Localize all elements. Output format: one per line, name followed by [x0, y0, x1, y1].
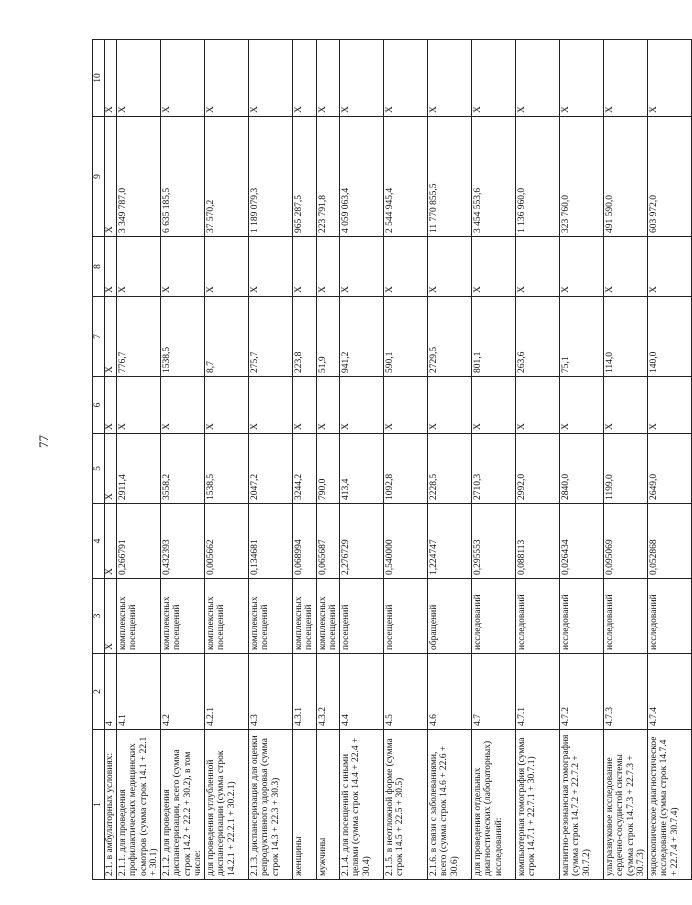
table-row — [205, 40, 249, 880]
table-row — [428, 40, 472, 880]
col4-value: 0,095069 — [604, 504, 648, 579]
col8-value: X — [161, 237, 205, 297]
col9-value: 3 454 553,6 — [472, 117, 516, 237]
column-number-5: 5 — [93, 434, 105, 504]
col5-value: 1199,0 — [604, 434, 648, 504]
col7-value: 140,0 — [648, 297, 692, 377]
row-code: 4.7.1 — [516, 654, 560, 730]
col8-value: X — [428, 237, 472, 297]
row-unit: исследований — [516, 579, 560, 654]
column-number-2: 2 — [93, 654, 105, 730]
col7-value: 2729,5 — [428, 297, 472, 377]
col9-value: 491 590,0 — [604, 117, 648, 237]
col4-value: 0,052868 — [648, 504, 692, 579]
col7-value: 776,7 — [117, 297, 161, 377]
col9-value: 37 570,2 — [205, 117, 249, 237]
col5-value: 1538,5 — [205, 434, 249, 504]
col9-value: 1 189 079,3 — [249, 117, 293, 237]
col8-value: X — [340, 237, 384, 297]
col10-value: X — [105, 40, 117, 117]
row-code: 4.1 — [117, 654, 161, 730]
col10-value: X — [316, 40, 340, 117]
col10-value: X — [117, 40, 161, 117]
col4-value: 0,295553 — [472, 504, 516, 579]
col5-value: 2992,0 — [516, 434, 560, 504]
col10-value: X — [205, 40, 249, 117]
col5-value: 1092,8 — [384, 434, 428, 504]
row-unit: комплексных посещений — [316, 579, 340, 654]
col9-value: 2 544 945,4 — [384, 117, 428, 237]
table-row — [117, 40, 161, 880]
column-number-6: 6 — [93, 377, 105, 434]
col8-value: X — [604, 237, 648, 297]
row-name: 2.1.1. для проведения профилактических медицинских осмотров (сумма строк 14.1 + 22.1 + 30.1) — [117, 730, 161, 880]
col8-value: X — [384, 237, 428, 297]
col9-value: 11 770 855,5 — [428, 117, 472, 237]
col10-value: X — [648, 40, 692, 117]
table-row — [340, 40, 384, 880]
col4-value: 0,266791 — [117, 504, 161, 579]
col10-value: X — [560, 40, 604, 117]
row-unit: посещений — [384, 579, 428, 654]
col7-value: 941,2 — [340, 297, 384, 377]
col6-value: X — [604, 377, 648, 434]
col9-value: 4 059 063,4 — [340, 117, 384, 237]
col10-value: X — [516, 40, 560, 117]
row-name: 2.1.4. для посещений с иными целями (сумма строк 14.4 + 22.4 + 30.4) — [340, 730, 384, 880]
col6-value: X — [205, 377, 249, 434]
row-unit: исследований — [560, 579, 604, 654]
col4-value: 2,276729 — [340, 504, 384, 579]
table-header-row — [93, 40, 105, 880]
row-name: 2.1. в амбулаторных условиях: — [105, 730, 117, 880]
row-name: мужчины — [316, 730, 340, 880]
column-number-8: 8 — [93, 237, 105, 297]
table-row — [472, 40, 516, 880]
col10-value: X — [604, 40, 648, 117]
row-unit: посещений — [340, 579, 384, 654]
col6-value: X — [293, 377, 317, 434]
row-name: ультразвуковое исследование сердечно-сосудистой системы (сумма строк 14.7.3 + 22.7.3 + 30.7.3) — [604, 730, 648, 880]
col6-value: X — [428, 377, 472, 434]
table-row — [293, 40, 317, 880]
table-row — [249, 40, 293, 880]
col6-value: X — [316, 377, 340, 434]
column-number-7: 7 — [93, 297, 105, 377]
row-unit: комплексных посещений — [249, 579, 293, 654]
col9-value: 6 635 185,5 — [161, 117, 205, 237]
col5-value: X — [105, 434, 117, 504]
col8-value: X — [560, 237, 604, 297]
col4-value: 0,068994 — [293, 504, 317, 579]
col5-value: 413,4 — [340, 434, 384, 504]
row-unit: комплексных посещений — [117, 579, 161, 654]
column-number-10: 10 — [93, 40, 105, 117]
col10-value: X — [384, 40, 428, 117]
row-name: компьютерная томография (сумма строк 14.7.1 + 22.7.1 + 30.7.1) — [516, 730, 560, 880]
col9-value: 3 349 787,0 — [117, 117, 161, 237]
col6-value: X — [249, 377, 293, 434]
col4-value: 0,432393 — [161, 504, 205, 579]
row-code: 4.2.1 — [205, 654, 249, 730]
col9-value: 965 287,5 — [293, 117, 317, 237]
col4-value: 1,224747 — [428, 504, 472, 579]
col4-value: 0,088113 — [516, 504, 560, 579]
row-code: 4.6 — [428, 654, 472, 730]
row-unit: обращений — [428, 579, 472, 654]
col8-value: X — [472, 237, 516, 297]
column-number-1: 1 — [93, 730, 105, 880]
row-code: 4.7.2 — [560, 654, 604, 730]
row-code: 4.2 — [161, 654, 205, 730]
col7-value: 590,1 — [384, 297, 428, 377]
col8-value: X — [516, 237, 560, 297]
row-name: эндоскопическое диагностическое исследование (сумма строк 14.7.4 + 22.7.4 + 30.7.4) — [648, 730, 692, 880]
col7-value: 51,9 — [316, 297, 340, 377]
col9-value: 603 972,0 — [648, 117, 692, 237]
col6-value: X — [161, 377, 205, 434]
row-unit: комплексных посещений — [205, 579, 249, 654]
col4-value: 0,005662 — [205, 504, 249, 579]
row-code: 4.3.1 — [293, 654, 317, 730]
table-row — [161, 40, 205, 880]
col10-value: X — [472, 40, 516, 117]
table-row — [604, 40, 648, 880]
row-name: 2.1.3. диспансеризация для оценки репродуктивного здоровья (сумма строк 14.3 + 22.3 + 30.3) — [249, 730, 293, 880]
row-name: 2.1.6. в связи с заболеваниями, всего (сумма строк 14.6 + 22.6 + 30.6) — [428, 730, 472, 880]
col8-value: X — [293, 237, 317, 297]
col5-value: 2911,4 — [117, 434, 161, 504]
col6-value: X — [472, 377, 516, 434]
rotated-table-wrapper — [92, 40, 680, 880]
row-unit: комплексных посещений — [293, 579, 317, 654]
col7-value: 114,0 — [604, 297, 648, 377]
row-code: 4.3.2 — [316, 654, 340, 730]
row-unit: исследований — [472, 579, 516, 654]
col5-value: 3244,2 — [293, 434, 317, 504]
col6-value: X — [560, 377, 604, 434]
col6-value: X — [648, 377, 692, 434]
col6-value: X — [516, 377, 560, 434]
col8-value: X — [105, 237, 117, 297]
row-unit: X — [105, 579, 117, 654]
col6-value: X — [105, 377, 117, 434]
table-row — [560, 40, 604, 880]
col7-value: 223,8 — [293, 297, 317, 377]
col10-value: X — [249, 40, 293, 117]
tariff-table — [92, 39, 692, 880]
col10-value: X — [340, 40, 384, 117]
col5-value: 2710,3 — [472, 434, 516, 504]
row-code: 4.5 — [384, 654, 428, 730]
col7-value: 801,1 — [472, 297, 516, 377]
col10-value: X — [161, 40, 205, 117]
row-name: для проведения отдельных диагностических (лабораторных) исследований: — [472, 730, 516, 880]
col8-value: X — [648, 237, 692, 297]
col7-value: 8,7 — [205, 297, 249, 377]
col8-value: X — [316, 237, 340, 297]
col8-value: X — [117, 237, 161, 297]
col9-value: 223 791,8 — [316, 117, 340, 237]
row-code: 4.3 — [249, 654, 293, 730]
row-unit: комплексных посещений — [161, 579, 205, 654]
row-code: 4.7.3 — [604, 654, 648, 730]
row-code: 4.7 — [472, 654, 516, 730]
row-name: 2.1.2. для проведения диспансеризации, всего (сумма строк 14.2 + 22.2 + 30.2), в том числе: — [161, 730, 205, 880]
col10-value: X — [293, 40, 317, 117]
col9-value: 1 136 960,0 — [516, 117, 560, 237]
page-number: 77 — [36, 435, 51, 448]
row-code: 4.4 — [340, 654, 384, 730]
column-number-4: 4 — [93, 504, 105, 579]
col4-value: X — [105, 504, 117, 579]
col5-value: 3558,2 — [161, 434, 205, 504]
col9-value: 323 760,0 — [560, 117, 604, 237]
col5-value: 2047,2 — [249, 434, 293, 504]
col4-value: 0,065687 — [316, 504, 340, 579]
table-row — [316, 40, 340, 880]
table-row — [384, 40, 428, 880]
row-unit: исследований — [648, 579, 692, 654]
col6-value: X — [384, 377, 428, 434]
col9-value: X — [105, 117, 117, 237]
col5-value: 2840,0 — [560, 434, 604, 504]
col8-value: X — [205, 237, 249, 297]
col10-value: X — [428, 40, 472, 117]
row-code: 4 — [105, 654, 117, 730]
row-unit: исследований — [604, 579, 648, 654]
col4-value: 0,540000 — [384, 504, 428, 579]
col4-value: 0,134681 — [249, 504, 293, 579]
row-name: 2.1.5. в неотложной форме (сумма строк 14.5 + 22.5 + 30.5) — [384, 730, 428, 880]
table-row — [516, 40, 560, 880]
col5-value: 790,0 — [316, 434, 340, 504]
col8-value: X — [249, 237, 293, 297]
col7-value: 75,1 — [560, 297, 604, 377]
col7-value: 1538,5 — [161, 297, 205, 377]
row-code: 4.7.4 — [648, 654, 692, 730]
row-name: для проведения углубленной диспансеризации (сумма строк 14.2.1 + 22.2.1 + 30.2.1) — [205, 730, 249, 880]
row-name: женщины — [293, 730, 317, 880]
col6-value: X — [117, 377, 161, 434]
row-name: магнитно-резонансная томография (сумма строк 14.7.2 + 22.7.2 + 30.7.2) — [560, 730, 604, 880]
table-row — [648, 40, 692, 880]
column-number-9: 9 — [93, 117, 105, 237]
col5-value: 2228,5 — [428, 434, 472, 504]
column-number-3: 3 — [93, 579, 105, 654]
col4-value: 0,026434 — [560, 504, 604, 579]
col7-value: 275,7 — [249, 297, 293, 377]
col6-value: X — [340, 377, 384, 434]
table-row — [105, 40, 117, 880]
col7-value: X — [105, 297, 117, 377]
col5-value: 2649,0 — [648, 434, 692, 504]
col7-value: 263,6 — [516, 297, 560, 377]
